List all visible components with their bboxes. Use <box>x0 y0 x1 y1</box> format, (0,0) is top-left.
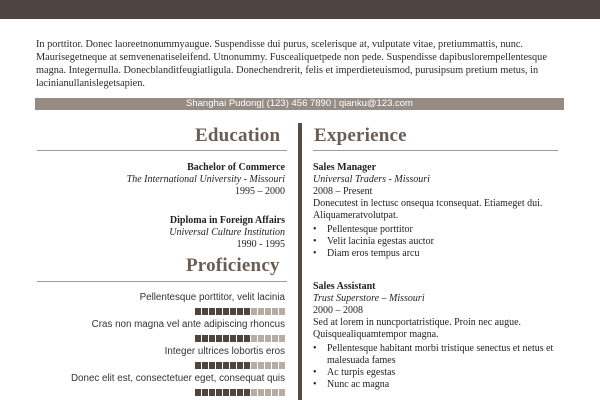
job-entry <box>313 162 563 260</box>
skill-level-square <box>237 389 243 396</box>
skill-level-square <box>272 335 278 342</box>
list-item: • Velit lacinia egestas auctor <box>313 236 563 248</box>
skill-level-square <box>279 308 285 315</box>
skill-level-square <box>237 362 243 369</box>
education-heading: Education <box>195 125 281 146</box>
skill-level-square <box>265 308 271 315</box>
job-description: Sed at lorem in nuncportatristique. Proin nec augue. Quisquealiquamtempor magna. <box>313 317 522 340</box>
skill-level-square <box>251 308 257 315</box>
skill-label: Donec elit est, consectetuer eget, consequat quis <box>70 373 285 384</box>
skill-label: Integer ultrices lobortis eros <box>164 346 285 357</box>
proficiency-heading: Proficiency <box>186 255 280 276</box>
skill-level-square <box>223 389 229 396</box>
skill-level-square <box>279 362 285 369</box>
education-rule <box>37 150 287 151</box>
job-description: Donecutest in lectusc onsequa tconsequat. Etiameget dui. Aliquameratvolutpat. <box>313 198 543 221</box>
skill-level-square <box>279 389 285 396</box>
skill-level-square <box>230 389 236 396</box>
skill-level-bar <box>195 389 285 396</box>
experience-rule <box>313 150 558 151</box>
degree: Diploma in Foreign Affairs <box>169 215 285 226</box>
skill-level-square <box>244 308 250 315</box>
education-entry <box>169 215 285 251</box>
skill-level-square <box>272 389 278 396</box>
column-divider <box>298 123 302 400</box>
skill-level-square <box>258 308 264 315</box>
school: The International University - Missouri <box>126 174 285 185</box>
intro-paragraph: In porttitor. Donec laoreetnonummyaugue. Suspendisse dui purus, scelerisque at, vulputate vitae, pretiummattis, nunc. Maurisegetneque at semvenenatiseleifend. Utnonummy. Fuscealiquetpede non pede. Suspendisse dapibuslorempellentesque magna. Integernulla. Donecblanditfeugiatligula. Donechendrerit, felis et imperdieteuismod, purusipsum pretium metus, in lacinianullanislegetsapien. <box>36 39 547 89</box>
skill-level-square <box>216 362 222 369</box>
education-entry <box>127 162 285 198</box>
skill-level-bar <box>195 335 285 342</box>
job-bullets <box>313 343 563 391</box>
list-item: • Diam eros tempus arcu <box>313 248 563 260</box>
list-item: • Pellentesque habitant morbi tristique senectus et netus et malesuada fames <box>313 343 563 367</box>
skill-level-square <box>265 389 271 396</box>
skill-level-square <box>216 335 222 342</box>
job-years: 2000 – 2008 <box>313 305 363 316</box>
job-bullets <box>313 224 563 260</box>
list-item: • Nunc ac magna <box>313 379 563 391</box>
skill-level-square <box>244 389 250 396</box>
skill-level-square <box>244 362 250 369</box>
skill-level-bar <box>195 362 285 369</box>
skill-level-square <box>272 308 278 315</box>
skill-level-square <box>195 308 201 315</box>
skill-level-square <box>202 389 208 396</box>
skill-level-square <box>209 335 215 342</box>
skill-level-square <box>216 308 222 315</box>
skill-level-square <box>237 335 243 342</box>
job-title: Sales Manager <box>313 162 377 173</box>
proficiency-rule <box>37 281 287 282</box>
job-title: Sales Assistant <box>313 281 376 292</box>
skill-level-square <box>202 335 208 342</box>
company: Universal Traders - Missouri <box>313 174 430 185</box>
years: 1990 - 1995 <box>236 239 285 250</box>
skill-level-square <box>195 362 201 369</box>
skill-label: Cras non magna vel ante adipiscing rhoncus <box>91 319 285 330</box>
skill-level-square <box>279 335 285 342</box>
skill-level-square <box>258 335 264 342</box>
skill-level-square <box>202 308 208 315</box>
skill-level-square <box>223 335 229 342</box>
job-years: 2008 – Present <box>313 186 373 197</box>
skill-level-square <box>244 335 250 342</box>
skill-level-square <box>258 362 264 369</box>
years: 1995 – 2000 <box>235 186 285 197</box>
list-item: • Pellentesque porttitor <box>313 224 563 236</box>
list-item: • Ac turpis egestas <box>313 367 563 379</box>
company: Trust Superstore – Missouri <box>313 293 425 304</box>
contact-bar: Shanghai Pudong| (123) 456 7890 | qianku@123.com <box>35 98 564 110</box>
skill-level-square <box>230 362 236 369</box>
skill-level-square <box>195 335 201 342</box>
skill-level-square <box>237 308 243 315</box>
skill-level-square <box>223 308 229 315</box>
skill-level-square <box>195 389 201 396</box>
skill-level-square <box>265 335 271 342</box>
skill-level-square <box>230 308 236 315</box>
skill-level-bar <box>195 308 285 315</box>
job-entry <box>313 281 563 391</box>
skill-level-square <box>272 362 278 369</box>
header-bar <box>0 0 600 19</box>
school: Universal Culture Institution <box>169 227 285 238</box>
skill-level-square <box>258 389 264 396</box>
skill-level-square <box>251 362 257 369</box>
skill-label: Pellentesque porttitor, velit lacinia <box>139 292 285 303</box>
skill-level-square <box>251 389 257 396</box>
skill-level-square <box>209 362 215 369</box>
skill-level-square <box>265 362 271 369</box>
skill-level-square <box>216 389 222 396</box>
skill-level-square <box>230 335 236 342</box>
skill-level-square <box>251 335 257 342</box>
skill-level-square <box>223 362 229 369</box>
skill-level-square <box>202 362 208 369</box>
degree: Bachelor of Commerce <box>187 162 285 173</box>
skill-level-square <box>209 308 215 315</box>
skill-level-square <box>209 389 215 396</box>
experience-heading: Experience <box>314 125 407 146</box>
